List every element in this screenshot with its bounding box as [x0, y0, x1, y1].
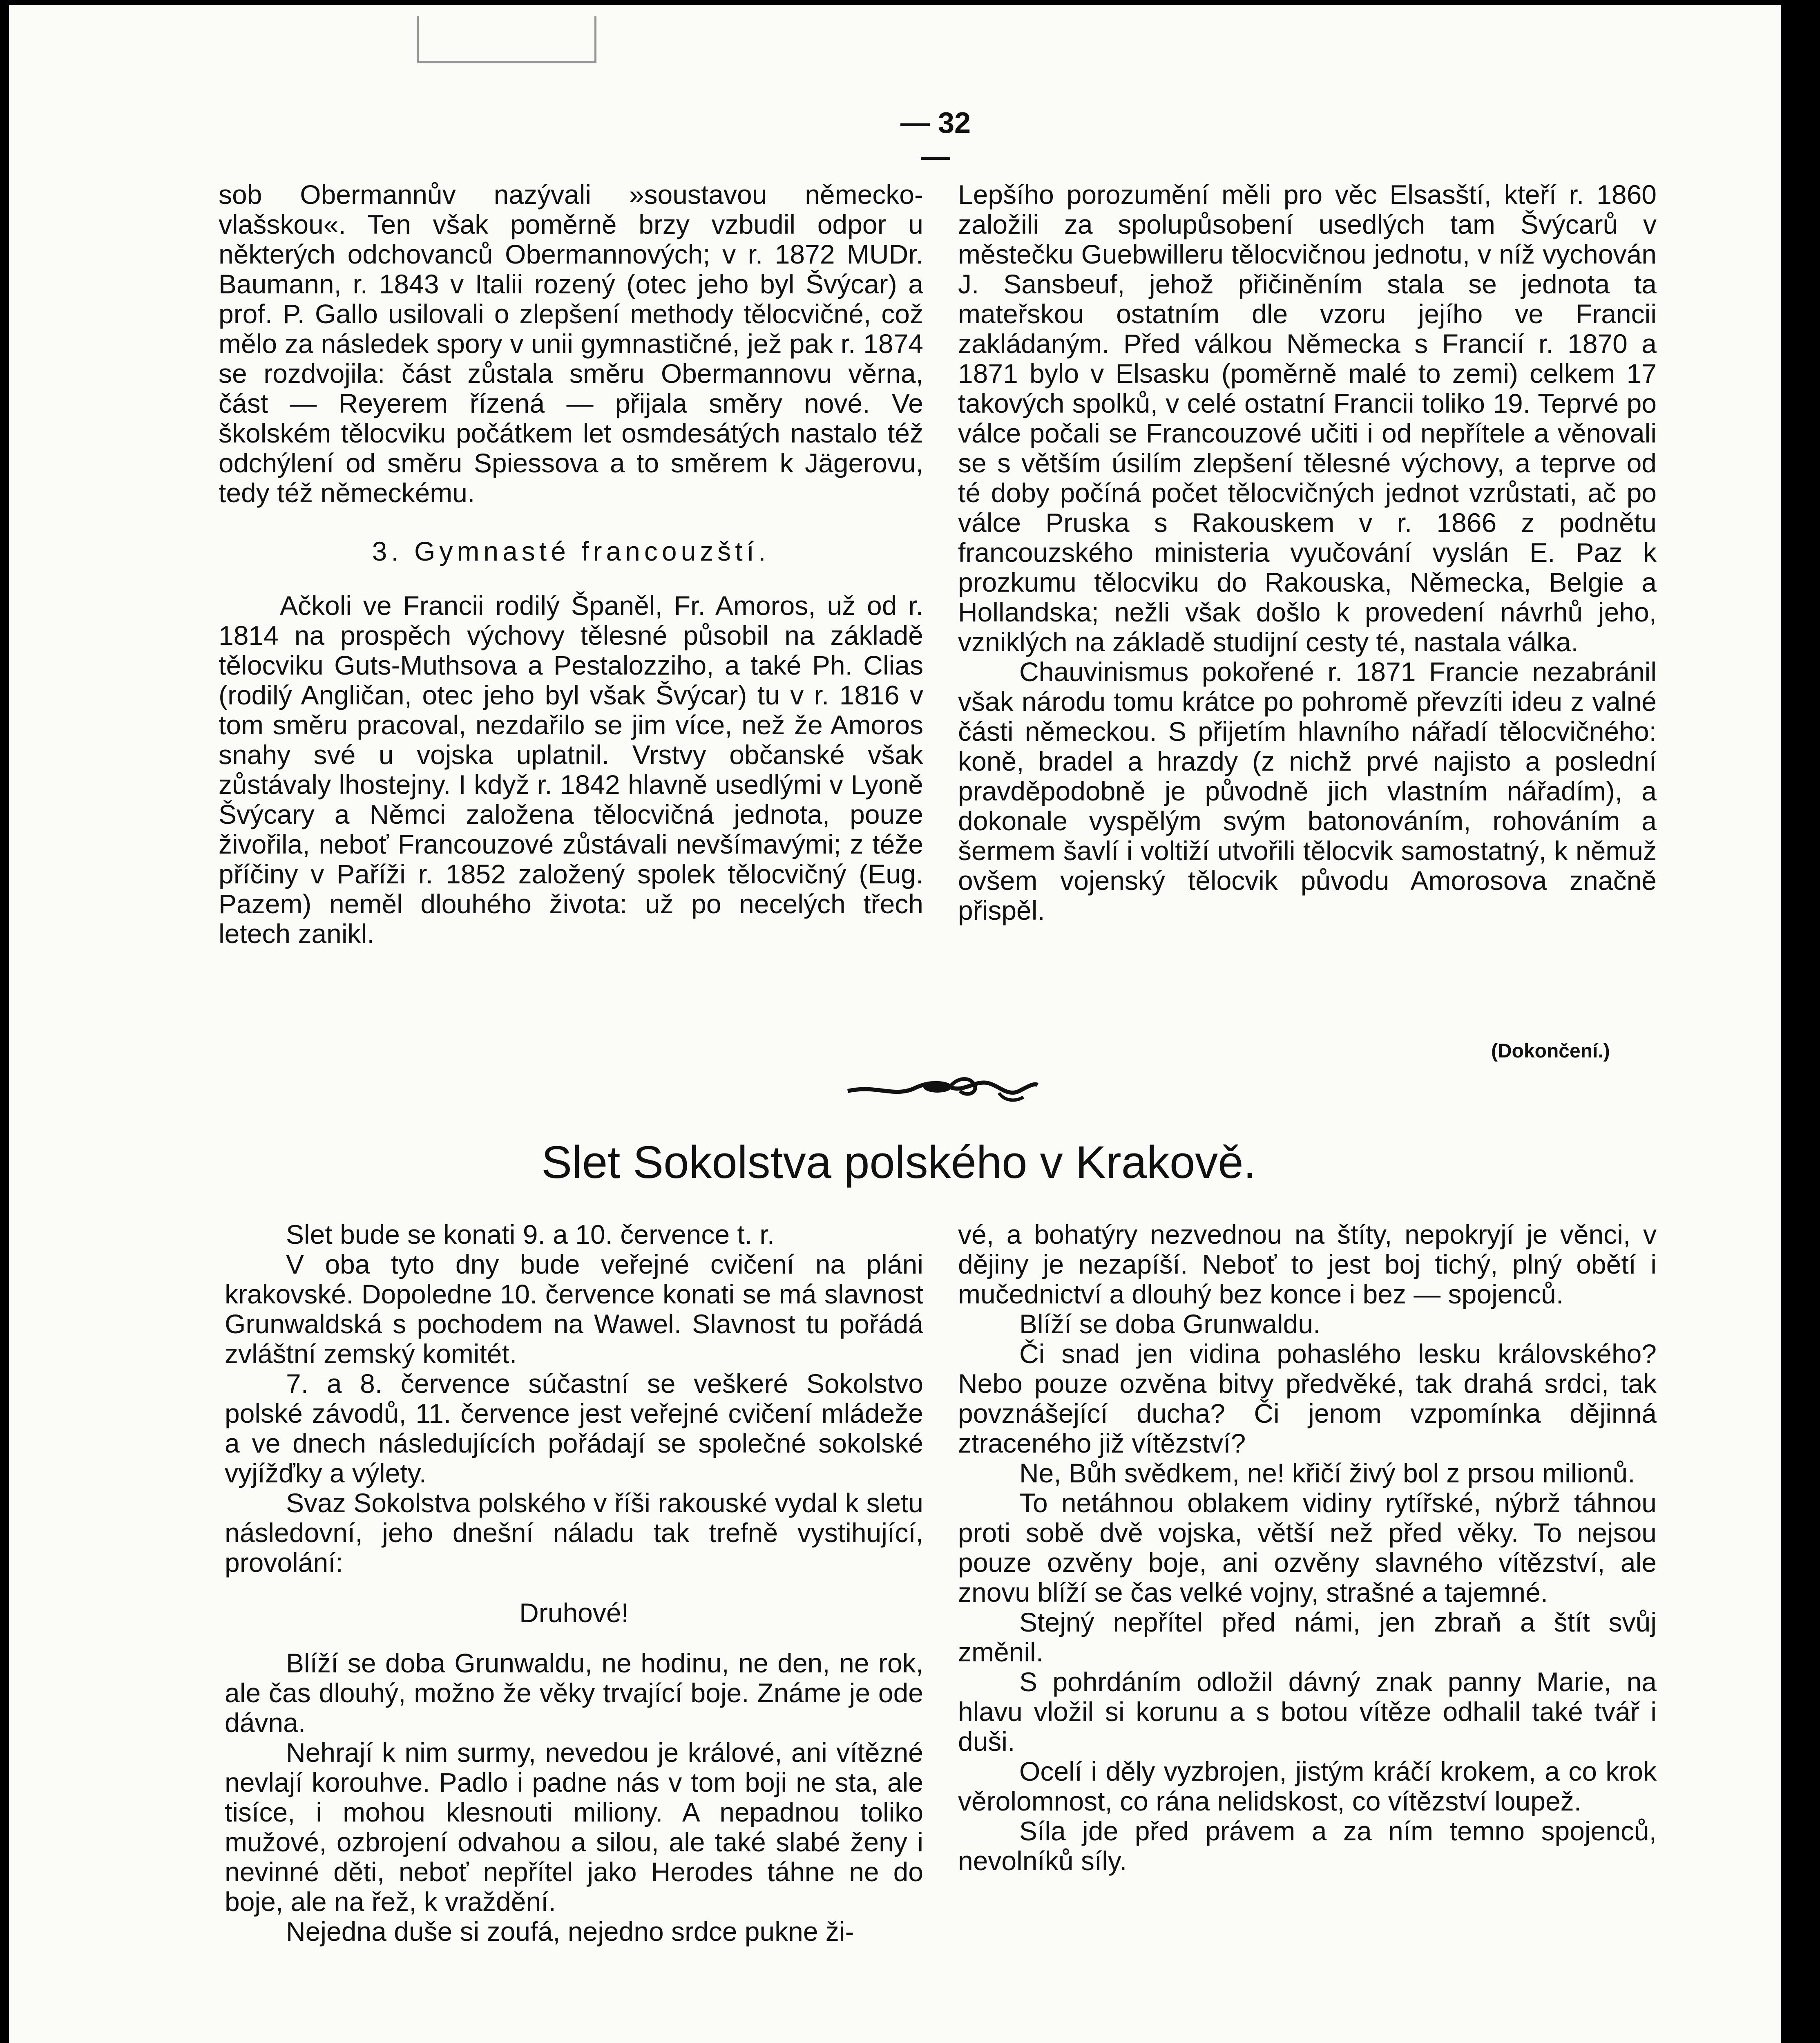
scan-border-right: [1781, 0, 1820, 2043]
paragraph: Nejedna duše si zoufá, nejedno srdce pukne ži-: [286, 1916, 854, 1947]
paragraph: Ačkoli ve Francii rodilý Španěl, Fr. Amoros, už od r. 1814 na prospěch výchovy tělesné působil na základě tělocviku Guts-Muthsova a Pestalozziho, a také Ph. Clias (rodilý Angličan, otec jeho byl však Švýcar) tu v r. 1816 v tom směru pracoval, nezdařilo se jim více, než že Amoros snahy své u vojska uplatnil. Vrstvy občanské však zůstávaly lhostejny. I když r. 1842 hlavně usedlými v Lyoně Švýcary a Němci založena tělocvičná jednota, pouze živořila, neboť Francouzové zůstávali nevšímavými; z téže příčiny v Paříži r. 1852 založený spolek tělocvičný (Eug. Pazem) neměl dlouhého života: už po necelých třech letech zanikl.: [219, 590, 923, 949]
paragraph: To netáhnou oblakem vidiny rytířské, nýbrž táhnou proti sobě dvě vojska, větší než před věky. To nejsou pouze ozvěny boje, ani ozvěny slavného vítězství, ale znovu blíží se čas velké vojny, strašné a tajemné.: [958, 1488, 1657, 1607]
continuation-note: (Dokončení.): [1491, 1040, 1610, 1062]
paragraph: Lepšího porozumění měli pro věc Elsasští, kteří r. 1860 založili za spolupůsobení usedlých tam Švýcarů v městečku Guebwilleru tělocvičnou jednotu, v níž vychován J. Sansbeuf, jehož přičiněním stala se jednota ta mateřskou ostatním dle vzoru jejího ve Francii zakládaným. Před válkou Německa s Francií r. 1870 a 1871 bylo v Elsasku (poměrně malé to zemi) celkem 17 takových spolků, v celé ostatní Francii toliko 19. Teprvé po válce počali se Francouzové učiti i od nepřítele a věnovali se s větším úsilím zlepšení tělesné výchovy, a teprve od té doby počíná počet tělocvičných jednot vzrůstati, ač po válce Pruska s Rakouskem v r. 1866 z podnětu francouzského ministeria vyučování vyslán E. Paz k prozkumu tělocviku do Rakouska, Německa, Belgie a Hollandska; nežli však došlo k provedení návrhů jeho, vzniklých na základě studijní cesty té, nastala válka.: [958, 179, 1657, 657]
scan-border-left: [0, 0, 9, 2043]
article-title: Slet Sokolstva polského v Krakově.: [541, 1137, 1256, 1188]
article2-left-column: [225, 1220, 923, 1947]
paragraph: Blíží se doba Grunwaldu.: [1019, 1309, 1321, 1339]
article1-right-column: [958, 180, 1657, 925]
paragraph: 7. a 8. července súčastní se veškeré Sokolstvo polské závodů, 11. července jest veřejné cvičení mládeže a ve dnech následujících pořádají se společné sokolské vyjížďky a výlety.: [225, 1368, 923, 1488]
salutation: Druhové!: [519, 1598, 629, 1628]
paragraph: Ne, Bůh svědkem, ne! křičí živý bol z prsou milionů.: [1019, 1458, 1635, 1488]
page-number: — 32 —: [900, 107, 971, 173]
paragraph: Slet bude se konati 9. a 10. července t. r.: [286, 1219, 775, 1249]
paragraph: Svaz Sokolstva polského v říši rakouské vydal k sletu následovní, jeho dnešní náladu tak trefně vystihující, provolání:: [225, 1488, 923, 1578]
paragraph: Síla jde před právem a za ním temno spojenců, nevolníků síly.: [958, 1816, 1657, 1876]
paragraph: S pohrdáním odložil dávný znak panny Marie, na hlavu vložil si korunu a s botou vítěze odhalil také tvář i duši.: [958, 1667, 1657, 1757]
paragraph: Ocelí i děly vyzbrojen, jistým kráčí krokem, a co krok věrolomnost, co rána nelidskost, co vítězství loupež.: [958, 1756, 1657, 1816]
paragraph: Či snad jen vidina pohaslého lesku královského? Nebo pouze ozvěna bitvy předvěké, tak drahá srdci, tak povznášející ducha? Či jenom vzpomínka dějinná ztraceného již vítězství?: [958, 1339, 1657, 1458]
article2-right-column: [958, 1220, 1657, 1876]
paragraph: Chauvinismus pokořené r. 1871 Francie nezabránil však národu tomu krátce po pohromě převzíti ideu z valné části německou. S přijetím hlavního nářadí tělocvičného: koně, bradel a hrazdy (z nichž prvé najisto a poslední pravděpodobně je původně jich vlastním nářadím), a dokonale vyspělým svým batonováním, rohováním a šermem šavlí i voltiží utvořili tělocvik samostatný, k němuž ovšem vojenský tělocvik původu Amorosova značně přispěl.: [958, 657, 1657, 925]
paragraph: vé, a bohatýry nezvednou na štíty, nepokryjí je věnci, v dějiny je nezapíší. Neboť to jest boj tichý, plný obětí i mučednictví a dlouhý bez konce i bez — spojenců.: [958, 1219, 1657, 1309]
paragraph: Stejný nepřítel před námi, jen zbraň a štít svůj změnil.: [958, 1607, 1657, 1667]
ornament-flourish-icon: [844, 1068, 1040, 1105]
paragraph: sob Obermannův nazývali »soustavou německo-vlašskou«. Ten však poměrně brzy vzbudil odpor u některých odchovanců Obermannových; v r. 1872 MUDr. Baumann, r. 1843 v Italii rozený (otec jeho byl Švýcar) a prof. P. Gallo usilovali o zlepšení methody tělocvičné, což mělo za následek spory v unii gymnastičné, jež pak r. 1874 se rozdvojila: část zůstala směru Obermannovu věrna, část — Reyerem řízená — přijala směry nové. Ve školském tělocviku počátkem let osmdesátých nastalo též odchýlení od směru Spiessova a to směrem k Jägerovu, tedy též německému.: [219, 179, 923, 508]
section-heading: 3. Gymnasté francouzští.: [372, 536, 770, 566]
article1-left-column: [219, 180, 923, 949]
paragraph: Nehrají k nim surmy, nevedou je králové, ani vítězné nevlají korouhve. Padlo i padne nás v tom boji ne sta, ale tisíce, i mohou klesnouti miliony. A nepadnou toliko mužové, ozbrojení odvahou a silou, ale také slabé ženy i nevinné děti, neboť nepřítel jako Herodes táhne ne do boje, ale na řež, k vraždění.: [225, 1737, 923, 1917]
scan-stamp-mark: [417, 16, 596, 63]
scan-border-top: [0, 0, 1820, 5]
paragraph: V oba tyto dny bude veřejné cvičení na pláni krakovské. Dopoledne 10. července konati se má slavnost Grunwaldská s pochodem na Wawel. Slavnost tu pořádá zvláštní zemský komitét.: [225, 1249, 923, 1369]
paragraph: Blíží se doba Grunwaldu, ne hodinu, ne den, ne rok, ale čas dlouhý, možno že věky trvající boje. Známe je ode dávna.: [225, 1648, 923, 1738]
